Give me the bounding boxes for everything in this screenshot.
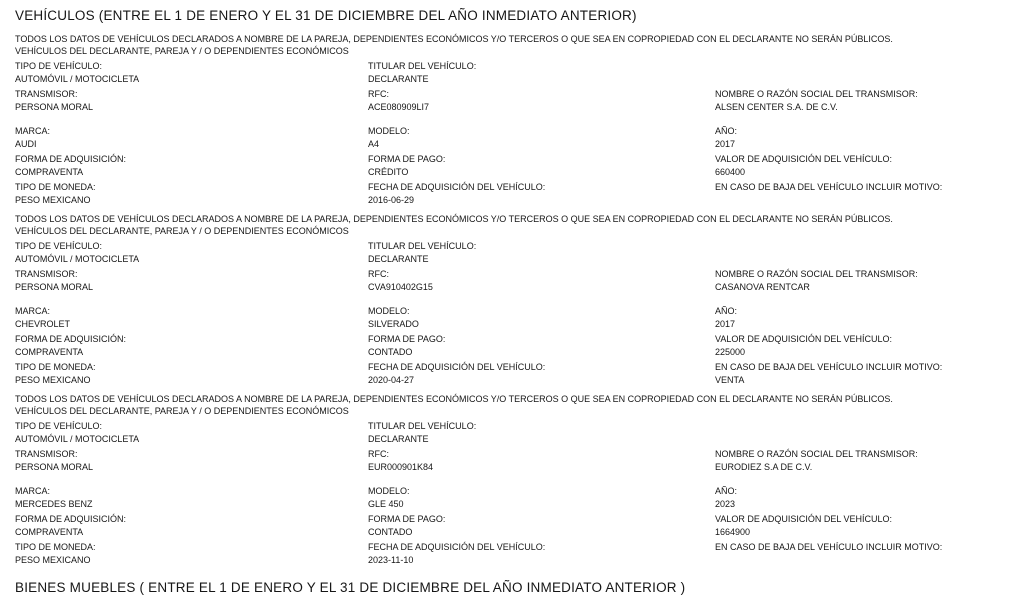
field-row-marca-modelo-anio — [15, 305, 1012, 331]
field-value-transmisor: PERSONA MORAL — [15, 462, 94, 472]
field-label-anio: AÑO: — [715, 486, 738, 496]
field-value-forma-adquisicion: COMPRAVENTA — [15, 167, 84, 177]
field-label-tipo-vehiculo: TIPO DE VEHÍCULO: — [15, 241, 103, 251]
field-value-titular: DECLARANTE — [368, 434, 429, 444]
field-row-transmisor-rfc — [15, 448, 1012, 474]
field-label-forma-adquisicion: FORMA DE ADQUISICIÓN: — [15, 154, 127, 164]
field-label-motivo-baja: EN CASO DE BAJA DEL VEHÍCULO INCLUIR MOTIVO: — [715, 542, 943, 552]
vehicle-block-3 — [15, 393, 1012, 567]
field-label-transmisor: TRANSMISOR: — [15, 89, 78, 99]
field-value-marca: CHEVROLET — [15, 319, 71, 329]
field-label-tipo-moneda: TIPO DE MONEDA: — [15, 182, 96, 192]
field-value-tipo-vehiculo: AUTOMÓVIL / MOTOCICLETA — [15, 254, 140, 264]
vehicle-block-2 — [15, 213, 1012, 387]
field-value-nombre-razon: CASANOVA RENTCAR — [715, 282, 810, 292]
field-value-fecha-adquisicion: 2023-11-10 — [368, 555, 414, 565]
vehicles-section-title: VEHÍCULOS (ENTRE EL 1 DE ENERO Y EL 31 DE DICIEMBRE DEL AÑO INMEDIATO ANTERIOR) — [15, 8, 637, 23]
field-value-forma-pago: CRÉDITO — [368, 167, 409, 177]
field-value-forma-adquisicion: COMPRAVENTA — [15, 527, 84, 537]
field-label-marca: MARCA: — [15, 486, 51, 496]
field-value-valor-adquisicion: 1664900 — [715, 527, 751, 537]
field-row-marca-modelo-anio — [15, 125, 1012, 151]
field-value-valor-adquisicion: 225000 — [715, 347, 746, 357]
field-value-modelo: SILVERADO — [368, 319, 419, 329]
field-label-motivo-baja: EN CASO DE BAJA DEL VEHÍCULO INCLUIR MOTIVO: — [715, 182, 943, 192]
field-row-adquisicion-pago-valor — [15, 333, 1012, 359]
field-label-forma-pago: FORMA DE PAGO: — [368, 154, 446, 164]
field-value-tipo-moneda: PESO MEXICANO — [15, 375, 91, 385]
field-value-transmisor: PERSONA MORAL — [15, 102, 94, 112]
field-label-anio: AÑO: — [715, 306, 738, 316]
field-label-nombre-razon: NOMBRE O RAZÓN SOCIAL DEL TRANSMISOR: — [715, 449, 918, 459]
field-value-nombre-razon: ALSEN CENTER S.A. DE C.V. — [715, 102, 838, 112]
field-row-tipo-titular — [15, 60, 1012, 86]
field-label-marca: MARCA: — [15, 126, 51, 136]
field-label-titular: TITULAR DEL VEHÍCULO: — [368, 241, 477, 251]
field-label-nombre-razon: NOMBRE O RAZÓN SOCIAL DEL TRANSMISOR: — [715, 89, 918, 99]
field-row-adquisicion-pago-valor — [15, 513, 1012, 539]
field-label-modelo: MODELO: — [368, 486, 410, 496]
field-value-fecha-adquisicion: 2020-04-27 — [368, 375, 415, 385]
field-label-anio: AÑO: — [715, 126, 738, 136]
field-label-tipo-vehiculo: TIPO DE VEHÍCULO: — [15, 421, 103, 431]
field-value-forma-pago: CONTADO — [368, 347, 413, 357]
field-value-marca: MERCEDES BENZ — [15, 499, 93, 509]
field-value-modelo: GLE 450 — [368, 499, 404, 509]
field-value-rfc: EUR000901K84 — [368, 462, 434, 472]
field-value-fecha-adquisicion: 2016-06-29 — [368, 195, 415, 205]
field-label-forma-adquisicion: FORMA DE ADQUISICIÓN: — [15, 334, 127, 344]
field-value-motivo-baja — [715, 554, 1012, 567]
field-label-tipo-vehiculo: TIPO DE VEHÍCULO: — [15, 61, 103, 71]
field-value-motivo-baja — [715, 194, 1012, 207]
field-value-forma-adquisicion: COMPRAVENTA — [15, 347, 84, 357]
field-label-fecha-adquisicion: FECHA DE ADQUISICIÓN DEL VEHÍCULO: — [368, 542, 546, 552]
field-label-marca: MARCA: — [15, 306, 51, 316]
field-row-adquisicion-pago-valor — [15, 153, 1012, 179]
field-row-moneda-fecha-baja — [15, 541, 1012, 567]
spacer — [715, 73, 1012, 86]
field-label-rfc: RFC: — [368, 269, 389, 279]
privacy-note: TODOS LOS DATOS DE VEHÍCULOS DECLARADOS A NOMBRE DE LA PAREJA, DEPENDIENTES ECONÓMICOS Y/O TERCEROS O QUE SEA EN COPROPIEDAD CON EL DECLARANTE NO SERÁN PÚBLICOS. — [15, 394, 893, 404]
field-row-tipo-titular — [15, 420, 1012, 446]
field-label-fecha-adquisicion: FECHA DE ADQUISICIÓN DEL VEHÍCULO: — [368, 182, 546, 192]
field-label-transmisor: TRANSMISOR: — [15, 269, 78, 279]
field-row-tipo-titular — [15, 240, 1012, 266]
field-label-rfc: RFC: — [368, 89, 389, 99]
field-label-forma-pago: FORMA DE PAGO: — [368, 514, 446, 524]
field-value-anio: 2023 — [715, 499, 736, 509]
field-value-nombre-razon: EURODIEZ S.A DE C.V. — [715, 462, 813, 472]
field-label-nombre-razon: NOMBRE O RAZÓN SOCIAL DEL TRANSMISOR: — [715, 269, 918, 279]
bienes-muebles-section-title: BIENES MUEBLES ( ENTRE EL 1 DE ENERO Y EL 31 DE DICIEMBRE DEL AÑO INMEDIATO ANTERIOR ) — [15, 580, 686, 595]
field-row-transmisor-rfc — [15, 88, 1012, 114]
spacer — [715, 433, 1012, 446]
field-value-tipo-vehiculo: AUTOMÓVIL / MOTOCICLETA — [15, 434, 140, 444]
field-label-fecha-adquisicion: FECHA DE ADQUISICIÓN DEL VEHÍCULO: — [368, 362, 546, 372]
vehicles-subheading: VEHÍCULOS DEL DECLARANTE, PAREJA Y / O DEPENDIENTES ECONÓMICOS — [15, 226, 349, 236]
field-row-transmisor-rfc — [15, 268, 1012, 294]
spacer — [715, 240, 1012, 253]
field-label-valor-adquisicion: VALOR DE ADQUISICIÓN DEL VEHÍCULO: — [715, 514, 893, 524]
field-label-modelo: MODELO: — [368, 306, 410, 316]
vehicles-subheading: VEHÍCULOS DEL DECLARANTE, PAREJA Y / O DEPENDIENTES ECONÓMICOS — [15, 406, 349, 416]
field-label-titular: TITULAR DEL VEHÍCULO: — [368, 61, 477, 71]
privacy-note: TODOS LOS DATOS DE VEHÍCULOS DECLARADOS A NOMBRE DE LA PAREJA, DEPENDIENTES ECONÓMICOS Y/O TERCEROS O QUE SEA EN COPROPIEDAD CON EL DECLARANTE NO SERÁN PÚBLICOS. — [15, 214, 893, 224]
field-value-anio: 2017 — [715, 319, 736, 329]
field-value-rfc: ACE080909LI7 — [368, 102, 430, 112]
spacer — [715, 253, 1012, 266]
field-row-moneda-fecha-baja — [15, 181, 1012, 207]
field-value-motivo-baja: VENTA — [715, 375, 745, 385]
field-label-modelo: MODELO: — [368, 126, 410, 136]
field-label-motivo-baja: EN CASO DE BAJA DEL VEHÍCULO INCLUIR MOTIVO: — [715, 362, 943, 372]
privacy-note: TODOS LOS DATOS DE VEHÍCULOS DECLARADOS A NOMBRE DE LA PAREJA, DEPENDIENTES ECONÓMICOS Y/O TERCEROS O QUE SEA EN COPROPIEDAD CON EL DECLARANTE NO SERÁN PÚBLICOS. — [15, 34, 893, 44]
field-value-titular: DECLARANTE — [368, 254, 429, 264]
field-value-tipo-moneda: PESO MEXICANO — [15, 195, 91, 205]
spacer — [715, 420, 1012, 433]
field-value-anio: 2017 — [715, 139, 736, 149]
spacer — [715, 60, 1012, 73]
field-label-tipo-moneda: TIPO DE MONEDA: — [15, 362, 96, 372]
field-label-transmisor: TRANSMISOR: — [15, 449, 78, 459]
field-label-valor-adquisicion: VALOR DE ADQUISICIÓN DEL VEHÍCULO: — [715, 154, 893, 164]
field-label-rfc: RFC: — [368, 449, 389, 459]
field-row-marca-modelo-anio — [15, 485, 1012, 511]
field-value-forma-pago: CONTADO — [368, 527, 413, 537]
field-label-valor-adquisicion: VALOR DE ADQUISICIÓN DEL VEHÍCULO: — [715, 334, 893, 344]
field-value-tipo-vehiculo: AUTOMÓVIL / MOTOCICLETA — [15, 74, 140, 84]
field-value-modelo: A4 — [368, 139, 380, 149]
field-value-valor-adquisicion: 660400 — [715, 167, 746, 177]
field-label-forma-pago: FORMA DE PAGO: — [368, 334, 446, 344]
field-label-tipo-moneda: TIPO DE MONEDA: — [15, 542, 96, 552]
field-value-marca: AUDI — [15, 139, 37, 149]
field-value-titular: DECLARANTE — [368, 74, 429, 84]
field-value-tipo-moneda: PESO MEXICANO — [15, 555, 91, 565]
field-value-rfc: CVA910402G15 — [368, 282, 433, 292]
field-row-moneda-fecha-baja — [15, 361, 1012, 387]
field-label-titular: TITULAR DEL VEHÍCULO: — [368, 421, 477, 431]
field-label-forma-adquisicion: FORMA DE ADQUISICIÓN: — [15, 514, 127, 524]
field-value-transmisor: PERSONA MORAL — [15, 282, 94, 292]
vehicles-subheading: VEHÍCULOS DEL DECLARANTE, PAREJA Y / O DEPENDIENTES ECONÓMICOS — [15, 46, 349, 56]
vehicle-block-1 — [15, 33, 1012, 207]
